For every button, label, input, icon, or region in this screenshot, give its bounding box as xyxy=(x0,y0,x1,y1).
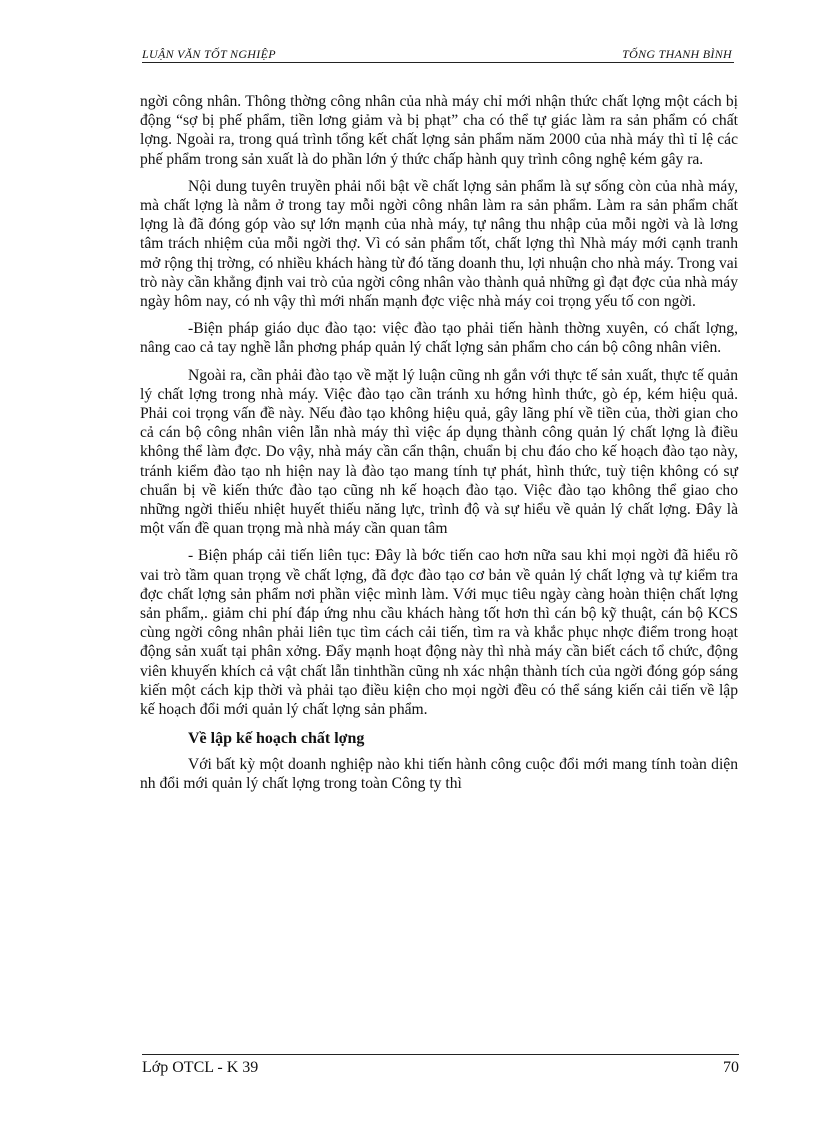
document-body xyxy=(140,92,738,801)
header-thesis-title: LUẬN VĂN TỐT NGHIỆP xyxy=(142,47,276,61)
section-heading: Về lập kế hoạch chất lợng xyxy=(188,730,365,748)
page-number: 70 xyxy=(723,1059,739,1076)
paragraph-2: Nội dung tuyên truyền phải nổi bật về chất lợng sản phẩm là sự sống còn của nhà máy, mà chất lợng là nằm ở trong tay mỗi ngời công nhân làm ra sản phẩm. Làm ra sản phẩm chất lợng là đã đóng góp vào sự lớn mạnh của nhà máy, tự nâng thu nhập của mỗi ngời và là lơng tâm trách nhiệm của mỗi ngời thợ. Vì có sản phẩm tốt, chất lợng thì Nhà máy mới cạnh tranh mở rộng thị trờng, có nhiều khách hàng từ đó tăng doanh thu, lợi nhuận cho nhà máy. Trong vai trò này cần khẳng định vai trò của ngời công nhân vào thành quả những gì đạt đợc của nhà máy ngày hôm nay, có nh vậy thì mới nhấn mạnh đợc việc nhà máy coi trọng yếu tố con ngời. xyxy=(140,177,738,311)
paragraph-6: Với bất kỳ một doanh nghiệp nào khi tiến hành công cuộc đổi mới mang tính toàn diện nh đổi mới quản lý chất lợng trong toàn Công ty thì xyxy=(140,755,738,792)
page-header xyxy=(142,47,732,63)
footer-divider xyxy=(142,1054,739,1055)
paragraph-1: ngời công nhân. Thông thờng công nhân của nhà máy chỉ mới nhận thức chất lợng một cách bị động “sợ bị phế phẩm, tiền lơng giảm và bị phạt” cha có thể tự giác làm ra sản phẩm có chất lợng. Ngoài ra, trong quá trình tổng kết chất lợng sản phẩm năm 2000 của nhà máy thì tỉ lệ các phế phẩm trong sản xuất là do phần lớn ý thức chấp hành quy trình công nghệ kém gây ra. xyxy=(140,93,738,168)
header-author-name: TỐNG THANH BÌNH xyxy=(622,47,732,61)
paragraph-3: -Biện pháp giáo dục đào tạo: việc đào tạo phải tiến hành thờng xuyên, có chất lợng, nâng cao cả tay nghề lẫn phơng pháp quản lý chất lợng sản phẩm cho cán bộ công nhân viên. xyxy=(140,320,738,357)
page-footer xyxy=(142,1059,739,1079)
header-divider xyxy=(142,62,734,63)
paragraph-5: - Biện pháp cải tiến liên tục: Đây là bớc tiến cao hơn nữa sau khi mọi ngời đã hiểu rõ vai trò tầm quan trọng về chất lợng, đã đợc đào tạo cơ bản về quản lý chất lợng và tự kiểm tra đợc chất lợng sản phẩm nơi phần việc mình làm. Với mục tiêu ngày càng hoàn thiện chất lợng sản phẩm,. giảm chi phí đáp ứng nhu cầu khách hàng tốt hơn thì cán bộ kỹ thuật, cán bộ KCS cùng ngời công nhân phải liên tục tìm cách cải tiến, tìm ra và khắc phục nhợc điểm trong hoạt động sản xuất tại phân xởng. Đẩy mạnh hoạt động này thì nhà máy cần biết cách tổ chức, động viên khuyến khích cả vật chất lẫn tinhthần cũng nh xác nhận thành tích của ngời đóng góp sáng kiến một cách kịp thời và phải tạo điều kiện cho mọi ngời đều có thể sáng kiến cải tiến về lập kế hoạch đổi mới quản lý chất lợng sản phẩm. xyxy=(140,547,738,719)
footer-class-label: Lớp OTCL - K 39 xyxy=(142,1059,259,1076)
paragraph-4: Ngoài ra, cần phải đào tạo về mặt lý luận cũng nh gắn với thực tế sản xuất, thực tế quản lý chất lợng trong nhà máy. Việc đào tạo cần tránh xu hớng hình thức, gò ép, kém hiệu quả. Phải coi trọng vấn đề này. Nếu đào tạo không hiệu quả, gây lãng phí về tiền của, thời gian cho cả cán bộ công nhân viên lẫn nhà máy thì việc áp dụng thành công quản lý chất lợng là điều không thể làm đợc. Do vậy, nhà máy cần cẩn thận, chuẩn bị chu đáo cho kế hoạch đào tạo này, tránh kiểm đào tạo nh hiện nay là đào tạo mang tính tự phát, hình thức, tuỳ tiện không có sự chuẩn bị về kiến thức đào tạo cũng nh kế hoạch đào tạo. Việc đào tạo không thể giao cho những ngời thiếu nhiệt huyết thiếu năng lực, trình độ và sự hiểu về quản lý chất lợng. Đây là một vấn đề quan trọng mà nhà máy cần quan tâm xyxy=(140,366,738,538)
